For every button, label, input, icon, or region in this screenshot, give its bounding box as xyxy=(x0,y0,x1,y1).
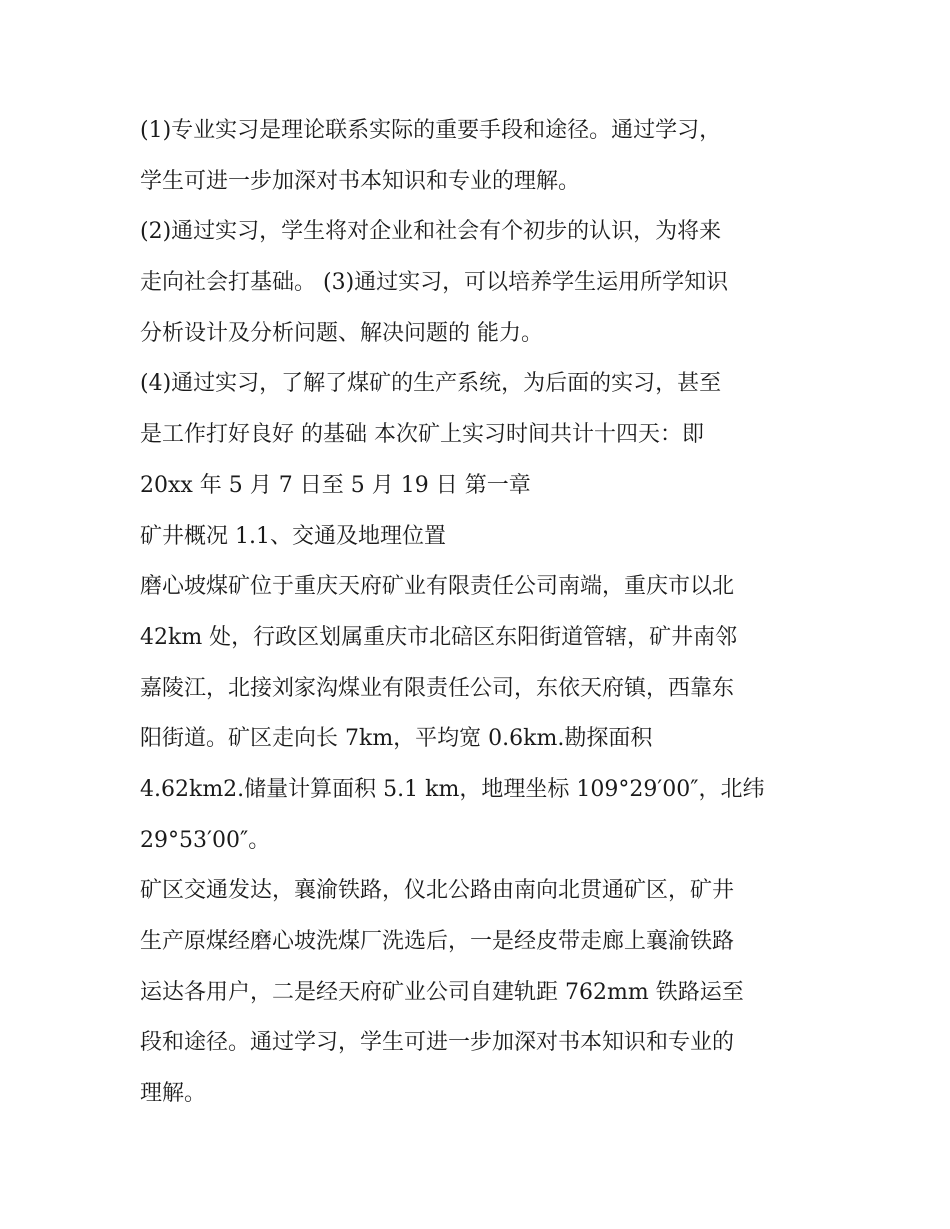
text-line: 29°53′00″。 xyxy=(140,827,271,853)
text-line: (1)专业实习是理论联系实际的重要手段和途径。通过学习， xyxy=(140,118,722,143)
text-line: 42km 处，行政区划属重庆市北碚区东阳街道管辖，矿井南邻 xyxy=(140,624,738,650)
text-line: 段和途径。通过学习，学生可进一步加深对书本知识和专业的 xyxy=(140,1030,735,1056)
text-line: (4)通过实习，了解了煤矿的生产系统，为后面的实习，甚至 xyxy=(140,371,722,397)
document-body xyxy=(140,108,820,1122)
text-line: 嘉陵江，北接刘家沟煤业有限责任公司，东依天府镇，西靠东 xyxy=(140,675,735,701)
text-line: 走向社会打基础。 (3)通过实习，可以培养学生运用所学知识 xyxy=(140,270,729,296)
text-line: 学生可进一步加深对书本知识和专业的理解。 xyxy=(140,168,581,194)
text-line: 磨心坡煤矿位于重庆天府矿业有限责任公司南端，重庆市以北 xyxy=(140,574,735,600)
text-line: 矿区交通发达，襄渝铁路，仪北公路由南向北贯通矿区，矿井 xyxy=(140,878,735,904)
text-line: 生产原煤经磨心坡洗煤厂洗选后，一是经皮带走廊上襄渝铁路 xyxy=(140,929,735,954)
text-line: 阳街道。矿区走向长 7km，平均宽 0.6km.勘探面积 xyxy=(140,726,653,752)
text-line: 4.62km2.储量计算面积 5.1 km，地理坐标 109°29′00″，北纬 xyxy=(140,776,765,802)
text-line: 理解。 xyxy=(140,1081,207,1107)
text-line: 20xx 年 5 月 7 日至 5 月 19 日 第一章 xyxy=(140,472,531,498)
text-line: 运达各用户，二是经天府矿业公司自建轨距 762mm 铁路运至 xyxy=(140,979,744,1005)
text-line: 矿井概况 1.1、交通及地理位置 xyxy=(140,523,446,549)
text-line: 是工作打好良好 的基础 本次矿上实习时间共计十四天：即 xyxy=(140,422,704,448)
text-line: (2)通过实习，学生将对企业和社会有个初步的认识，为将来 xyxy=(140,219,722,245)
text-line: 分析设计及分析问题、解决问题的 能力。 xyxy=(140,320,543,346)
